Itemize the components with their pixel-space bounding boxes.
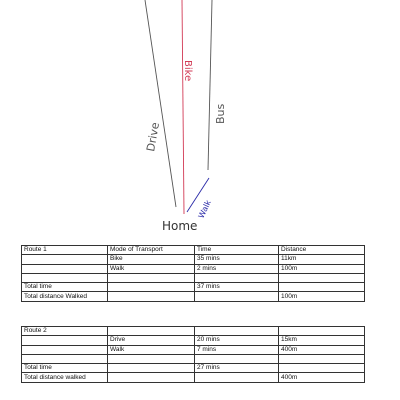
table-cell: Time: [195, 246, 279, 255]
table-row: [22, 264, 365, 273]
table-cell: [195, 373, 279, 382]
table-cell: 400m: [279, 373, 365, 382]
table-cell: 7 mins: [195, 345, 279, 354]
drive-route-line: [145, 0, 176, 207]
table-cell: Route 2: [22, 327, 108, 336]
table-cell: [22, 273, 108, 282]
table-cell: [22, 336, 108, 345]
table-cell: Walk: [108, 264, 195, 273]
table-cell: 20 mins: [195, 336, 279, 345]
table-cell: 400m: [279, 345, 365, 354]
drive-label: Drive: [144, 121, 163, 153]
table-cell: Route 1: [22, 246, 108, 255]
table-cell: 100m: [279, 264, 365, 273]
table-cell: [279, 364, 365, 373]
table-header-row: [22, 246, 365, 255]
home-label: Home: [162, 219, 198, 233]
table-cell: Bike: [108, 255, 195, 264]
route-2-table: [21, 326, 365, 383]
table-cell: [108, 273, 195, 282]
table-cell: 11km: [279, 255, 365, 264]
table-cell: [22, 264, 108, 273]
table-cell: [108, 373, 195, 382]
table-cell: [22, 345, 108, 354]
table-cell: [279, 283, 365, 292]
bike-route-line: [182, 0, 184, 214]
table-row: [22, 354, 365, 363]
table-cell: [279, 327, 365, 336]
table-cell: 35 mins: [195, 255, 279, 264]
table-row: [22, 336, 365, 345]
table-cell: [108, 364, 195, 373]
table-cell: [195, 327, 279, 336]
table-cell: Walk: [108, 345, 195, 354]
table-row: [22, 364, 365, 373]
table-cell: Distance: [279, 246, 365, 255]
table-cell: [279, 354, 365, 363]
table-cell: 2 mins: [195, 264, 279, 273]
table-cell: 27 mins: [195, 364, 279, 373]
table-cell: 100m: [279, 292, 365, 301]
table-row: [22, 283, 365, 292]
table-row: [22, 292, 365, 301]
table-cell: Total distance walked: [22, 373, 108, 382]
table-cell: [108, 292, 195, 301]
table-cell: Drive: [108, 336, 195, 345]
table-cell: [195, 273, 279, 282]
bus-label: Bus: [214, 103, 227, 124]
table-cell: [22, 354, 108, 363]
table-cell: Total time: [22, 364, 108, 373]
table-cell: [279, 273, 365, 282]
table-cell: Mode of Transport: [108, 246, 195, 255]
table-row: [22, 255, 365, 264]
table-cell: 37 mins: [195, 283, 279, 292]
table-cell: [195, 292, 279, 301]
table-row: [22, 373, 365, 382]
bike-label: Bike: [182, 60, 193, 82]
table-cell: [108, 327, 195, 336]
walk-label: Walk: [196, 198, 213, 220]
bus-route-line: [208, 0, 212, 170]
table-row: [22, 273, 365, 282]
table-cell: 15km: [279, 336, 365, 345]
table-cell: [195, 354, 279, 363]
table-cell: Total time: [22, 283, 108, 292]
table-cell: [22, 255, 108, 264]
table-cell: [108, 283, 195, 292]
table-row: [22, 345, 365, 354]
route-1-table: [21, 245, 365, 302]
table-header-row: [22, 327, 365, 336]
table-cell: [108, 354, 195, 363]
table-cell: Total distance Walked: [22, 292, 108, 301]
